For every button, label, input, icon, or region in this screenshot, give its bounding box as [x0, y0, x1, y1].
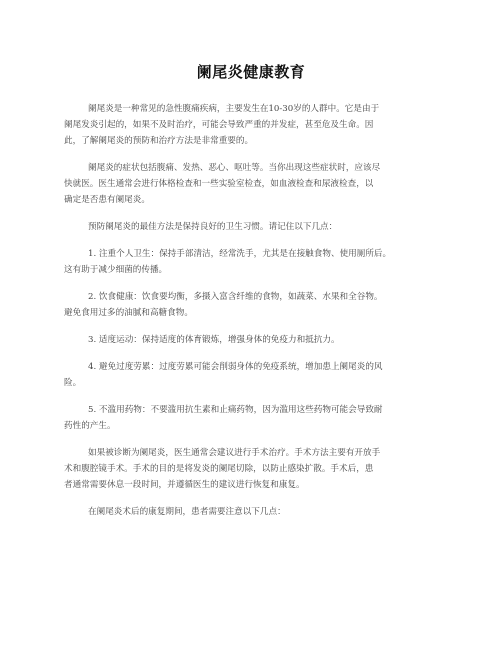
text-line: 如果被诊断为阑尾炎，医生通常会建议进行手术治疗。手术方法主要有开放手: [88, 448, 381, 458]
list-item-medication: [64, 402, 446, 434]
text-line: 预防阑尾炎的最佳方法是保持良好的卫生习惯。请记住以下几点：: [88, 222, 338, 232]
text-line: 者通常需要休息一段时间，并遵循医生的建议进行恢复和康复。: [64, 480, 305, 490]
list-item-exercise: [64, 332, 446, 348]
list-item-diet: [64, 289, 446, 321]
text-line: 阑尾炎的症状包括腹痛、发热、恶心、呕吐等。当你出现这些症状时，应该尽: [88, 163, 381, 173]
list-item-hygiene: [64, 246, 446, 278]
text-line: 避免食用过多的油腻和高糖食物。: [64, 308, 193, 318]
text-line: 2. 饮食健康：饮食要均衡，多摄入富含纤维的食物，如蔬菜、水果和全谷物。: [88, 292, 383, 302]
text-line: 4. 避免过度劳累：过度劳累可能会削弱身体的免疫系统，增加患上阑尾炎的风: [88, 362, 383, 372]
paragraph-intro: [64, 101, 446, 149]
text-line: 快就医。医生通常会进行体格检查和一些实验室检查，如血液检查和尿液检查，以: [64, 179, 374, 189]
text-line: 险。: [64, 378, 82, 388]
document-body: [64, 101, 446, 531]
text-line: 确定是否患有阑尾炎。: [64, 195, 150, 205]
text-line: 此，了解阑尾炎的预防和治疗方法是非常重要的。: [64, 136, 254, 146]
text-line: 这有助于减少细菌的传播。: [64, 265, 168, 275]
document-title: 阑尾炎健康教育: [196, 63, 306, 81]
paragraph-prevention-intro: [64, 219, 446, 235]
text-line: 阑尾炎是一种常见的急性腹痛疾病，主要发生在10-30岁的人群中。它是由于: [88, 104, 380, 114]
text-line: 术和腹腔镜手术。手术的目的是将发炎的阑尾切除，以防止感染扩散。手术后，患: [64, 464, 374, 474]
paragraph-surgery: [64, 445, 446, 493]
text-line: 药性的产生。: [64, 421, 116, 431]
text-line: 1. 注重个人卫生：保持手部清洁，经常洗手，尤其是在接触食物、使用厕所后。: [88, 249, 392, 259]
text-line: 5. 不滥用药物：不要滥用抗生素和止痛药物，因为滥用这些药物可能会导致耐: [88, 405, 383, 415]
paragraph-recovery-intro: [64, 504, 446, 520]
list-item-fatigue: [64, 359, 446, 391]
text-line: 阑尾发炎引起的，如果不及时治疗，可能会导致严重的并发症，甚至危及生命。因: [64, 120, 374, 130]
text-line: 在阑尾炎术后的康复期间，患者需要注意以下几点：: [88, 507, 286, 517]
paragraph-symptoms: [64, 160, 446, 208]
text-line: 3. 适度运动：保持适度的体育锻炼，增强身体的免疫力和抵抗力。: [88, 335, 340, 345]
